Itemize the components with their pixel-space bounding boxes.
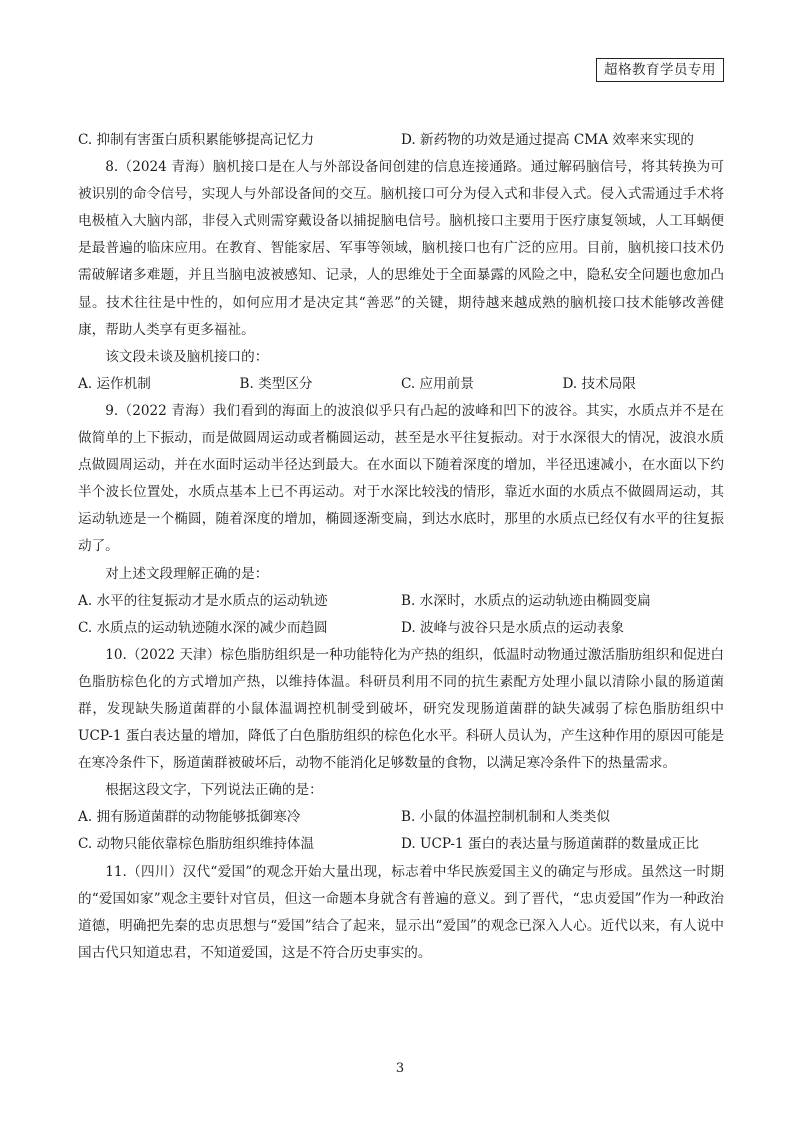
q10-passage: 10.（2022 天津）棕色脂肪组织是一种功能特化为产热的组织，低温时动物通过激活脂肪组织和促进白色脂肪棕色化的方式增加产热，以维持体温。科研员利用不同的抗生素配方处理小鼠以清除小鼠的肠道菌群，发现缺失肠道菌群的小鼠体温调控机制受到破坏，研究发现肠道菌群的缺失减弱了棕色脂肪组织中 UCP-1 蛋白表达量的增加，降低了白色脂肪组织的棕色化水平。科研人员认为，产生这种作用的原因可能是在寒冷条件下，肠道菌群被破坏后，动物不能消化足够数量的食物，以满足寒冷条件下的热量需求。 (78, 646, 724, 772)
q9-option-b: B. 水深时，水质点的运动轨迹由椭圆变扁 (401, 592, 651, 609)
q11-passage: 11.（四川）汉代“爱国”的观念开始大量出现，标志着中华民族爱国主义的确定与形成。虽然这一时期的“爱国如家”观念主要针对官员，但这一命题本身就含有普遍的意义。到了晋代，“忠贞爱国”作为一种政治道德，明确把先秦的忠贞思想与“爱国”结合了起来，显示出“爱国”的观念已深入人心。近代以来，有人说中国古代只知道忠君，不知道爱国，这是不符合历史事实的。 (78, 863, 724, 961)
page-content (78, 127, 724, 967)
q8-option-c: C. 应用前景 (401, 375, 474, 392)
page-number: 3 (395, 1061, 405, 1076)
q7-option-c: C. 抑制有害蛋白质积累能够提高记忆力 (78, 132, 315, 148)
q8-option-d: D. 技术局限 (562, 375, 636, 392)
q10-option-c: C. 动物只能依靠棕色脂肪组织维持体温 (78, 836, 315, 853)
q10-option-b: B. 小鼠的体温控制机制和人类类似 (401, 809, 610, 826)
q10-question: 根据这段文字，下列说法正确的是： (105, 782, 323, 799)
q10-options-row-2 (78, 831, 724, 858)
q7-option-d: D. 新药物的功效是通过提高 CMA 效率来实现的 (401, 132, 694, 148)
q9-option-a: A. 水平的往复振动才是水质点的运动轨迹 (78, 592, 328, 609)
q8-passage: 8.（2024 青海）脑机接口是在人与外部设备间创建的信息连接通路。通过解码脑信号，将其转换为可被识别的命令信号，实现人与外部设备间的交互。脑机接口可分为侵入式和非侵入式。侵入式需通过手术将电极植入大脑内部，非侵入式则需穿戴设备以捕捉脑电信号。脑机接口主要用于医疗康复领域，人工耳蜗便是最普遍的临床应用。在教育、智能家居、军事等领域，脑机接口也有广泛的应用。目前，脑机接口技术仍需破解诸多难题，并且当脑电波被感知、记录，人的思维处于全面暴露的风险之中，隐私安全问题也愈加凸显。技术往往是中性的，如何应用才是决定其“善恶”的关键，期待越来越成熟的脑机接口技术能够改善健康，帮助人类享有更多福祉。 (78, 159, 724, 338)
q9-options-row-1 (78, 588, 724, 615)
q8-option-b: B. 类型区分 (239, 375, 313, 392)
q9-question: 对上述文段理解正确的是： (105, 565, 269, 582)
q9-option-c: C. 水质点的运动轨迹随水深的减少而趋圆 (78, 619, 328, 636)
student-only-stamp: 超格教育学员专用 (596, 58, 724, 82)
q7-options-row-2 (78, 127, 724, 154)
q8-option-a: A. 运作机制 (78, 375, 151, 392)
q10-option-a: A. 拥有肠道菌群的动物能够抵御寒冷 (78, 809, 301, 826)
q10-options-row-1 (78, 804, 724, 831)
q10-option-d: D. UCP-1 蛋白的表达量与肠道菌群的数量成正比 (401, 836, 699, 853)
q9-option-d: D. 波峰与波谷只是水质点的运动表象 (401, 619, 624, 636)
q8-options (78, 371, 724, 398)
q9-passage: 9.（2022 青海）我们看到的海面上的波浪似乎只有凸起的波峰和凹下的波谷。其实，水质点并不是在做简单的上下振动，而是做圆周运动或者椭圆运动，甚至是水平往复振动。对于水深很大的情况，波浪水质点做圆周运动，并在水面时运动半径达到最大。在水面以下随着深度的增加，半径迅速减小，在水面以下约半个波长位置处，水质点基本上已不再运动。对于水深比较浅的情形，靠近水面的水质点不做圆周运动，其运动轨迹是一个椭圆，随着深度的增加，椭圆逐渐变扁，到达水底时，那里的水质点已经仅有水平的往复振动了。 (78, 402, 724, 555)
q8-question: 该文段未谈及脑机接口的： (105, 348, 269, 365)
q9-options-row-2 (78, 615, 724, 642)
